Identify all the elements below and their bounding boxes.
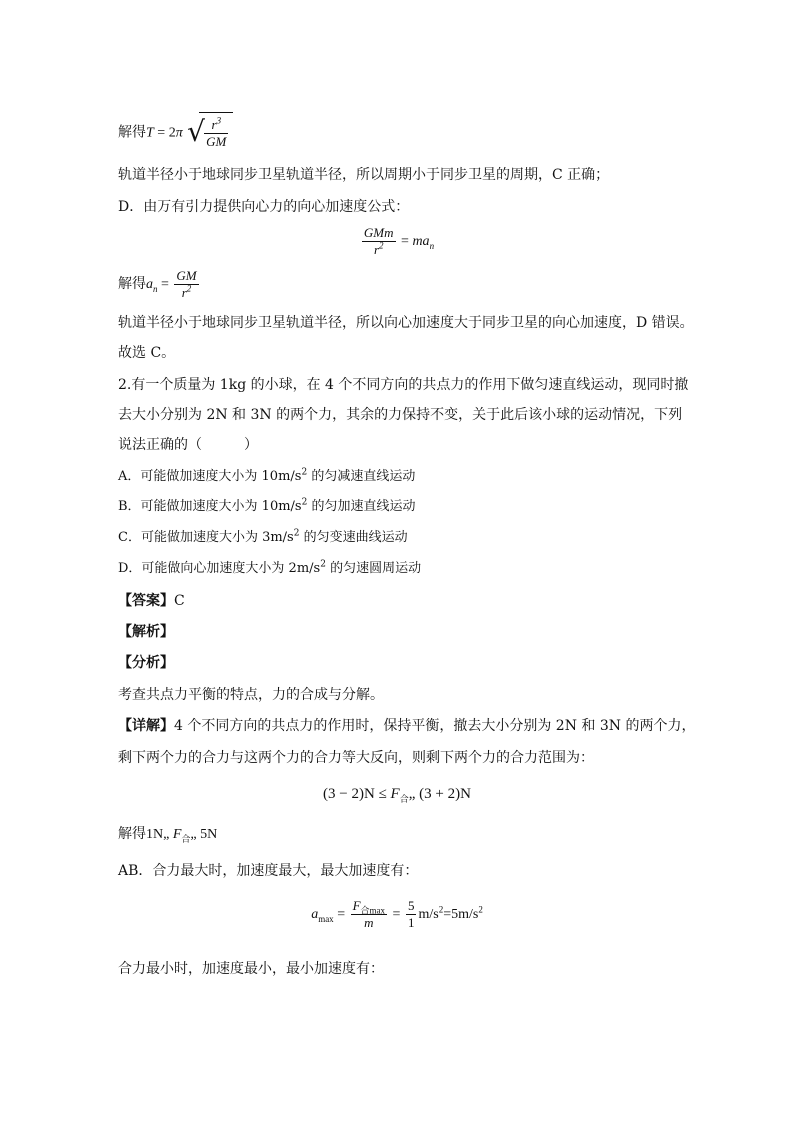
fraction-Fmax-m (351, 898, 387, 931)
range-sep-2: „ (190, 827, 201, 842)
range-right: 5N (200, 827, 218, 842)
paragraph-line-9: 合力最小时，加速度最小，最小加速度有： (118, 961, 384, 977)
option-d-pre: D．可能做向心加速度大小为 2m/s (118, 561, 321, 576)
option-d-exp: 2 (320, 559, 326, 570)
answer-value: C (174, 593, 185, 609)
den-GM: GM (206, 133, 227, 149)
fenxi-label: 【分析】 (118, 655, 174, 671)
unit-2-exp: 2 (478, 904, 483, 915)
equals-sign-2: = (389, 907, 404, 922)
fenxi-text: 考查共点力平衡的特点，力的合成与分解。 (118, 687, 384, 703)
den-r: r (373, 241, 379, 257)
range-sep: „ (408, 786, 420, 802)
paragraph-line-3: D．由万有引力提供向心力的向心加速度公式： (118, 199, 410, 215)
solution-period-formula (118, 112, 233, 152)
fraction-r3-GM (204, 117, 228, 150)
den-m: m (364, 914, 374, 930)
var-a-sub: max (318, 913, 334, 924)
paragraph-line-8: AB．合力最大时，加速度最大，最大加速度有： (118, 863, 419, 879)
paragraph-line-2: 轨道半径小于地球同步卫星轨道半径，所以周期小于同步卫星的周期，C 正确； (118, 167, 610, 183)
den-exp: 2 (186, 283, 192, 294)
paragraph-line-5: 轨道半径小于地球同步卫星轨道半径，所以向心加速度大于同步卫星的向心加速度，D 错误。 (118, 315, 694, 331)
num-F-sub: 合max (360, 905, 386, 916)
fraction-5-1 (406, 898, 417, 931)
den-r: r (181, 284, 187, 300)
question-line-3: 说法正确的（ ） (118, 437, 258, 453)
var-a-sub: n (153, 283, 158, 294)
option-c-post: 的匀变速曲线运动 (299, 530, 408, 545)
equals-sign: = (157, 277, 173, 292)
range-left: 1N (146, 827, 164, 842)
den-1: 1 (407, 914, 415, 930)
pi-symbol: π (175, 125, 183, 141)
unit-1: m/s (418, 907, 439, 922)
detail-label: 【详解】 (118, 718, 174, 734)
option-c-exp: 2 (293, 528, 300, 539)
prefix-text: 解得 (118, 826, 146, 842)
equals-sign: = (397, 234, 413, 249)
option-a (118, 468, 415, 486)
unit-2: =5m/s (443, 907, 479, 922)
question-line-2: 去大小分别为 2N 和 3N 的两个力，其余的力保持不变，关于此后该小球的运动情况，下列 (118, 407, 683, 423)
solution-force-range (118, 825, 217, 844)
range-sep-1: „ (163, 827, 173, 842)
equation-force-range (0, 785, 794, 803)
var-T: T (146, 125, 154, 141)
rhs-ma: ma (412, 234, 430, 249)
detail-line-2: 剩下两个力的合力与这两个力的合力等大反向，则剩下两个力的合力范围为： (118, 750, 594, 766)
num-exp: 3 (216, 115, 222, 126)
option-d-post: 的匀速圆周运动 (325, 561, 422, 576)
unit-1-exp: 2 (438, 904, 444, 915)
num-r: r (211, 116, 217, 132)
answer-line (118, 592, 185, 610)
question-line-1: 2.有一个质量为 1kg 的小球，在 4 个不同方向的共点力的作用下做匀速直线运动，现同时撤 (118, 377, 689, 393)
option-c-pre: C．可能做加速度大小为 3m/s (118, 530, 294, 545)
detail-text-1: 4 个不同方向的共点力的作用时，保持平衡，撤去大小分别为 2N 和 3N 的两个力， (174, 718, 696, 734)
paragraph-line-6: 故选 C。 (118, 345, 176, 361)
var-F: F (390, 786, 400, 802)
detail-line-1 (118, 717, 695, 735)
equation-gravity (0, 222, 794, 260)
solution-accel-formula (118, 266, 201, 302)
num-GM: GM (176, 267, 197, 283)
prefix-text: 解得 (118, 276, 146, 292)
num-GMm: GMm (363, 224, 394, 240)
var-F-sub: 合 (181, 833, 191, 844)
analysis-label: 【解析】 (118, 624, 174, 640)
rhs-sub: n (429, 240, 435, 251)
option-b-pre: B．可能做加速度大小为 10m/s (118, 499, 302, 514)
var-a: a (146, 277, 153, 292)
equation-max-accel (0, 894, 794, 934)
var-F: F (172, 827, 182, 842)
num-5: 5 (407, 897, 415, 913)
num-F: F (352, 897, 361, 913)
option-d (118, 560, 421, 578)
equals-sign-1: = (333, 907, 349, 922)
option-c (118, 529, 408, 547)
sqrt-expression (187, 112, 233, 153)
den-exp: 2 (379, 240, 384, 251)
fraction-GM-r2 (174, 268, 198, 301)
option-b (118, 498, 415, 516)
answer-label: 【答案】 (118, 593, 174, 609)
var-a: a (311, 907, 319, 922)
prefix-text: 解得 (118, 124, 146, 141)
fraction-GMm-r2 (362, 225, 396, 258)
option-b-post: 的匀加速直线运动 (307, 499, 416, 514)
option-a-post: 的匀减速直线运动 (307, 469, 416, 484)
var-F-sub: 合 (399, 794, 409, 804)
option-a-pre: A．可能做加速度大小为 10m/s (118, 469, 302, 484)
range-left: (3 − 2)N ≤ (323, 786, 391, 802)
option-b-exp: 2 (301, 497, 308, 508)
equals-2: = 2 (153, 125, 176, 141)
range-right: (3 + 2)N (419, 786, 471, 802)
option-a-exp: 2 (301, 467, 308, 478)
sqrt-sign: √ (187, 115, 206, 148)
